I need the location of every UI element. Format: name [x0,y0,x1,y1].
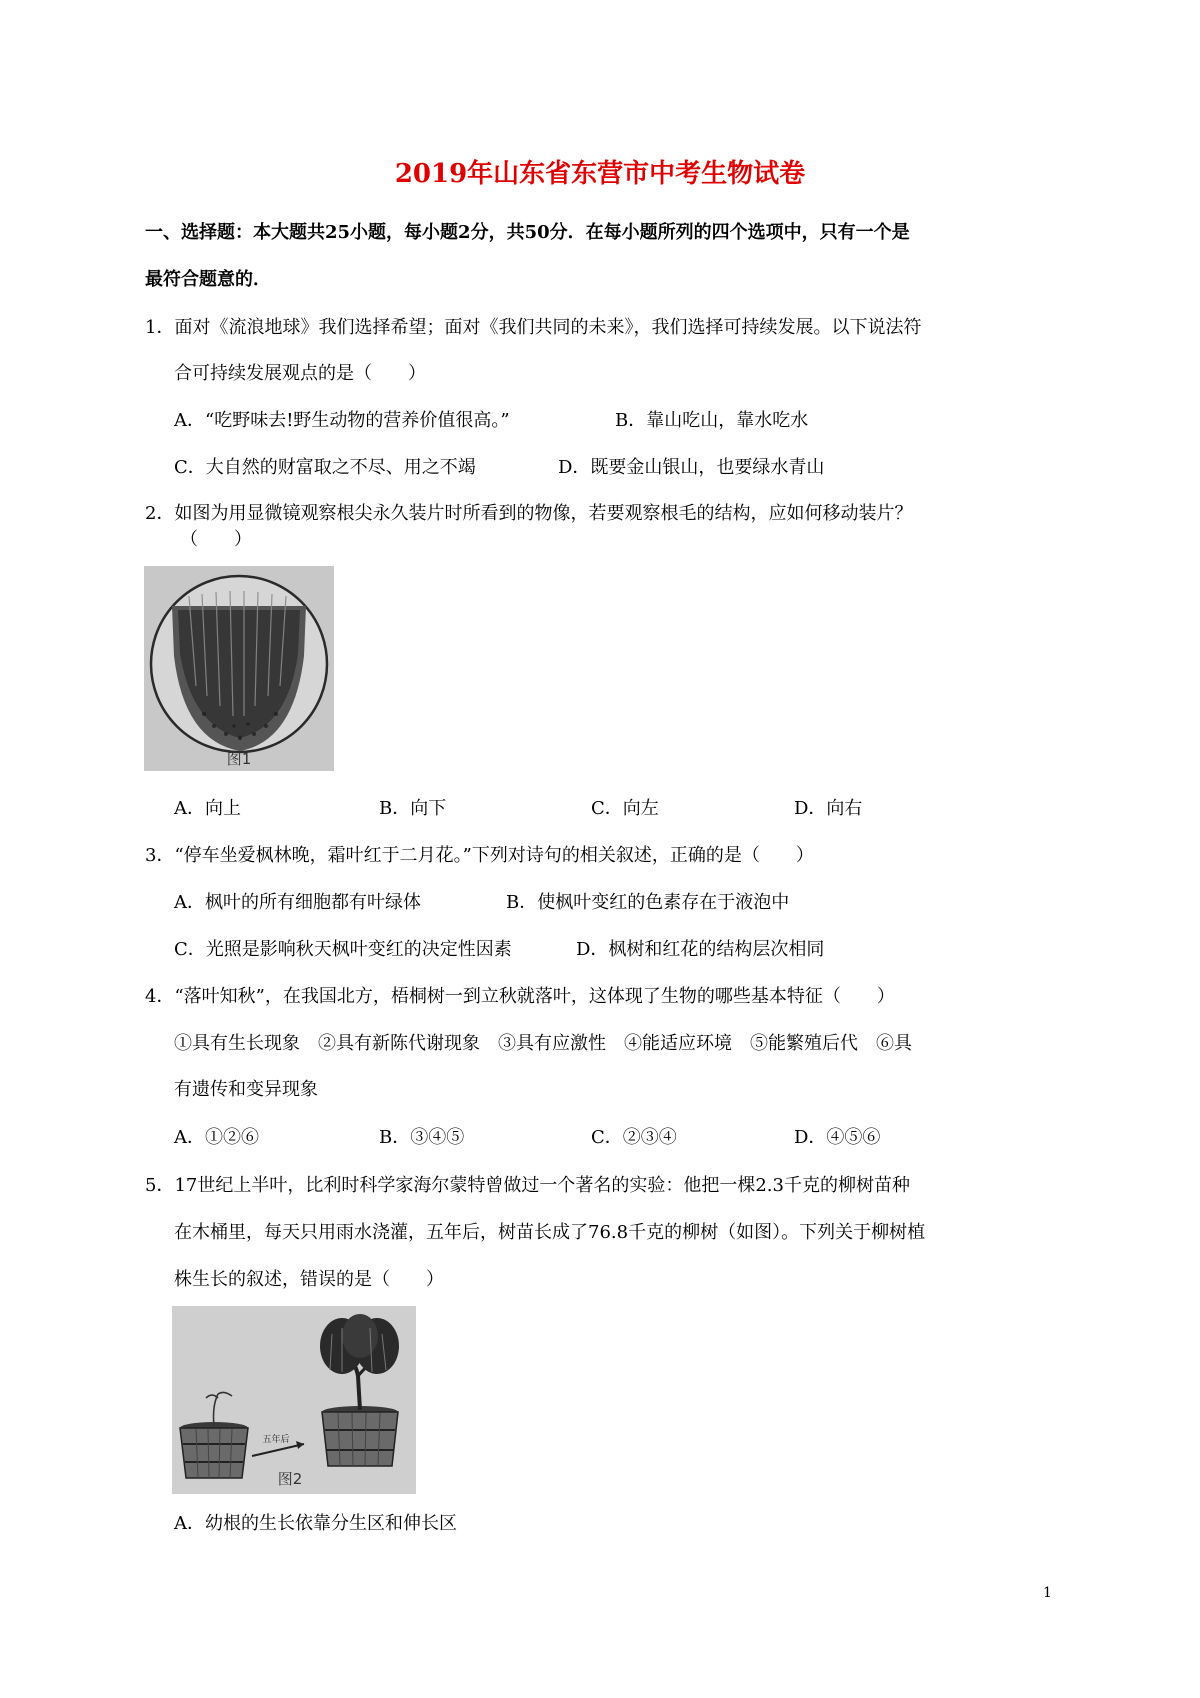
section-header-line-2: 最符合题意的． [145,269,271,290]
willow-experiment-figure [172,1306,416,1494]
question-1-option-a: A．“吃野味去!野生动物的营养价值很高。” [174,410,510,431]
question-3-option-d: D．枫树和红花的结构层次相同 [576,939,825,960]
section-header-line-1: 一、选择题：本大题共25小题，每小题2分，共50分．在每小题所列的四个选项中，只有一个是 [145,222,910,243]
question-4-stem-line-3: 有遗传和变异现象 [174,1079,318,1100]
question-5-option-a: A．幼根的生长依靠分生区和伸长区 [174,1513,457,1534]
question-3-stem-line-1: 3．“停车坐爱枫林晚，霜叶红于二月花。”下列对诗句的相关叙述，正确的是（ ） [145,845,814,866]
question-5-stem-line-2: 在木桶里，每天只用雨水浇灌，五年后，树苗长成了76.8千克的柳树（如图）。下列关于柳树植 [174,1222,926,1243]
figure-1-label: 图1 [226,750,252,768]
question-2-option-c: C．向左 [591,798,659,819]
root-tip-micrograph-image [144,566,334,771]
figure-2-arrow-label: 五年后 [262,1435,290,1445]
question-1-option-c: C．大自然的财富取之不尽、用之不竭 [174,457,476,478]
question-4-stem-line-1: 4．“落叶知秋”，在我国北方，梧桐树一到立秋就落叶，这体现了生物的哪些基本特征（ ） [145,986,895,1007]
question-5-stem-line-1: 5．17世纪上半叶，比利时科学家海尔蒙特曾做过一个著名的实验：他把一棵2.3千克的柳树苗种 [145,1175,910,1196]
question-4-option-b: B．③④⑤ [379,1127,465,1148]
question-4-option-c: C．②③④ [591,1127,677,1148]
question-2-option-a: A．向上 [174,798,241,819]
figure-2-label: 图2 [277,1470,303,1488]
page-number: 1 [1043,1585,1052,1601]
question-3-option-c: C．光照是影响秋天枫叶变红的决定性因素 [174,939,512,960]
question-2-option-d: D．向右 [794,798,863,819]
question-3-option-b: B．使枫叶变红的色素存在于液泡中 [506,892,790,913]
question-1-option-d: D．既要金山银山，也要绿水青山 [558,457,825,478]
question-4-option-a: A．①②⑥ [174,1127,259,1148]
question-1-stem-line-1: 1．面对《流浪地球》我们选择希望；面对《我们共同的未来》，我们选择可持续发展。以下说法符 [145,317,922,338]
root-tip-micrograph-figure [144,566,334,771]
question-3-option-a: A．枫叶的所有细胞都有叶绿体 [174,892,421,913]
question-2-stem-line-2: （ ） [180,529,252,550]
question-2-stem-line-1: 2．如图为用显微镜观察根尖永久装片时所看到的物像，若要观察根毛的结构，应如何移动装片？ [145,503,913,524]
question-1-stem-line-2: 合可持续发展观点的是（ ） [174,363,426,384]
question-2-option-b: B．向下 [379,798,447,819]
willow-experiment-image [172,1306,416,1494]
question-5-stem-line-3: 株生长的叙述，错误的是（ ） [174,1269,444,1290]
question-4-stem-line-2: ①具有生长现象 ②具有新陈代谢现象 ③具有应激性 ④能适应环境 ⑤能繁殖后代 ⑥具 [174,1033,912,1054]
document-title: 2019年山东省东营市中考生物试卷 [394,159,806,189]
question-4-option-d: D．④⑤⑥ [794,1127,881,1148]
question-1-option-b: B．靠山吃山，靠水吃水 [615,410,809,431]
